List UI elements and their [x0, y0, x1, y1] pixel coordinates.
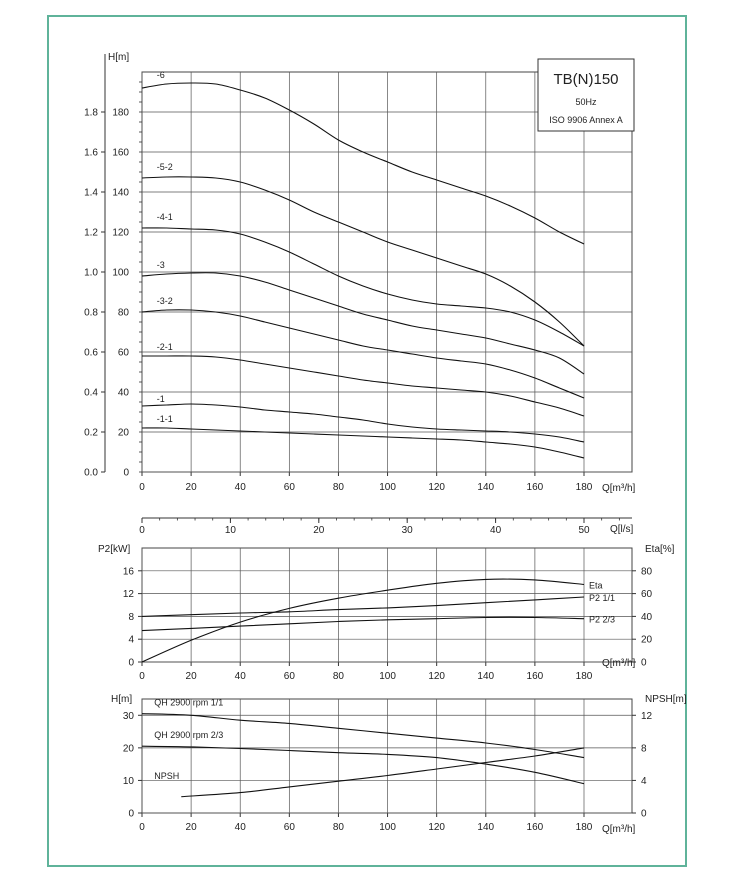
y-tick-label: 180: [112, 107, 129, 119]
x-tick-label: 100: [379, 482, 396, 493]
secondary-tick-label: 0.6: [84, 347, 98, 359]
curve-label: P2 1/1: [589, 593, 616, 604]
qh-curve-1: [142, 83, 584, 244]
y-tick-label: 8: [128, 611, 134, 623]
y-tick-label: 16: [122, 566, 134, 578]
y2-tick-label: 8: [641, 743, 647, 755]
y-tick-label: 40: [117, 387, 129, 399]
curve-label: -5-2: [156, 162, 173, 172]
x-axis-label: Q[m³/h]: [602, 658, 636, 669]
y-tick-label: 120: [112, 227, 129, 239]
plot-3-area: [142, 699, 632, 813]
info-box-frequency: 50Hz: [575, 97, 597, 107]
x-tick-label: 180: [575, 482, 593, 493]
y-tick-label: 10: [122, 775, 134, 787]
x-tick-label: 140: [477, 671, 495, 682]
curve-label: QH 2900 rpm 1/1: [154, 697, 224, 708]
y2-axis-label: NPSH[m]: [645, 694, 687, 705]
pump-performance-chart: [49, 17, 689, 869]
x-tick-label: 20: [185, 482, 197, 493]
secondary-tick-label: 0.2: [84, 427, 98, 439]
secondary-tick-label: 0.4: [84, 387, 98, 399]
x-tick-label: 80: [332, 671, 345, 682]
x-tick-label: 0: [139, 671, 145, 682]
y-tick-label: 20: [122, 743, 134, 755]
x-tick-label: 100: [379, 822, 396, 833]
y-axis-label: H[m]: [108, 52, 130, 63]
secondary-x-tick-label: 30: [401, 525, 413, 536]
x-tick-label: 180: [575, 822, 593, 833]
qh-curve-3: [142, 228, 584, 346]
x-tick-label: 120: [428, 671, 446, 682]
secondary-x-tick-label: 50: [578, 525, 590, 536]
x-tick-label: 140: [477, 822, 495, 833]
y2-tick-label: 0: [641, 657, 647, 669]
info-box-title: TB(N)150: [553, 71, 619, 88]
qh-curve-2: [142, 177, 584, 346]
y-tick-label: 60: [117, 347, 129, 359]
x-tick-label: 160: [526, 671, 544, 682]
x-tick-label: 60: [283, 671, 295, 682]
power-eta-curve-2: [142, 597, 584, 616]
y-tick-label: 160: [112, 147, 129, 159]
secondary-x-tick-label: 10: [224, 525, 236, 536]
x-tick-label: 160: [526, 822, 544, 833]
x-tick-label: 120: [428, 822, 446, 833]
secondary-tick-label: 1.2: [84, 227, 98, 239]
x-tick-label: 180: [575, 671, 593, 682]
y-tick-label: 140: [112, 187, 129, 199]
secondary-tick-label: 1.4: [84, 187, 98, 199]
y2-tick-label: 20: [641, 634, 653, 646]
x-tick-label: 20: [185, 671, 197, 682]
plot-2-area: [142, 548, 632, 662]
y-tick-label: 80: [117, 307, 129, 319]
secondary-tick-label: 1.8: [84, 107, 98, 119]
curve-label: -6: [156, 70, 165, 80]
secondary-x-tick-label: 40: [490, 525, 502, 536]
x-tick-label: 40: [234, 482, 246, 493]
curve-label: -4-1: [156, 212, 173, 222]
curve-label: QH 2900 rpm 2/3: [154, 730, 224, 741]
curve-label: Eta: [589, 580, 603, 591]
plot-border: [142, 699, 632, 813]
secondary-tick-label: 1.0: [84, 267, 98, 279]
info-box-standard: ISO 9906 Annex A: [549, 115, 623, 125]
x-tick-label: 0: [139, 822, 145, 833]
qh-curve-5: [142, 310, 584, 398]
x-tick-label: 80: [332, 482, 345, 493]
secondary-tick-label: 1.6: [84, 147, 98, 159]
curve-label: -1-1: [156, 414, 173, 424]
x-axis-label: Q[m³/h]: [602, 824, 636, 835]
x-tick-label: 40: [234, 671, 246, 682]
secondary-x-tick-label: 0: [139, 525, 145, 536]
y-axis-label: P2[kW]: [98, 544, 131, 555]
y-tick-label: 0: [123, 467, 129, 479]
secondary-x-tick-label: 20: [313, 525, 325, 536]
y-axis-label: H[m]: [111, 694, 133, 705]
x-tick-label: 0: [139, 482, 145, 493]
secondary-x-axis-label: Q[l/s]: [610, 524, 634, 535]
x-axis-label: Q[m³/h]: [602, 483, 636, 494]
x-tick-label: 120: [428, 482, 446, 493]
secondary-tick-label: 0.0: [84, 467, 98, 479]
qh-curve-6: [142, 356, 584, 416]
y-tick-label: 0: [128, 657, 134, 669]
y2-tick-label: 40: [641, 611, 653, 623]
chart-frame: [47, 15, 687, 867]
qh-curve-4: [142, 273, 584, 374]
x-tick-label: 60: [283, 482, 295, 493]
plot-border: [142, 548, 632, 662]
y2-tick-label: 4: [641, 775, 647, 787]
secondary-tick-label: 0.8: [84, 307, 98, 319]
curve-label: -1: [156, 394, 165, 404]
curve-label: -2-1: [156, 342, 173, 352]
y2-tick-label: 12: [641, 710, 653, 722]
y-tick-label: 100: [112, 267, 129, 279]
y2-tick-label: 60: [641, 589, 653, 601]
y-tick-label: 12: [122, 589, 134, 601]
power-eta-curve-3: [142, 617, 584, 630]
curve-label: -3: [156, 260, 165, 270]
y2-axis-label: Eta[%]: [645, 544, 675, 555]
curve-label: P2 2/3: [589, 614, 616, 625]
x-tick-label: 80: [332, 822, 345, 833]
y-tick-label: 20: [117, 427, 129, 439]
x-tick-label: 160: [526, 482, 544, 493]
y-tick-label: 4: [128, 634, 134, 646]
curve-label: -3-2: [156, 296, 173, 306]
x-tick-label: 140: [477, 482, 495, 493]
x-tick-label: 20: [185, 822, 197, 833]
curve-label: NPSH: [154, 770, 180, 781]
y2-tick-label: 0: [641, 808, 647, 820]
qh-npsh-curve-3: [181, 748, 584, 797]
x-tick-label: 60: [283, 822, 295, 833]
y2-tick-label: 80: [641, 566, 653, 578]
y-tick-label: 0: [128, 808, 134, 820]
y-tick-label: 30: [122, 710, 134, 722]
x-tick-label: 100: [379, 671, 396, 682]
x-tick-label: 40: [234, 822, 246, 833]
